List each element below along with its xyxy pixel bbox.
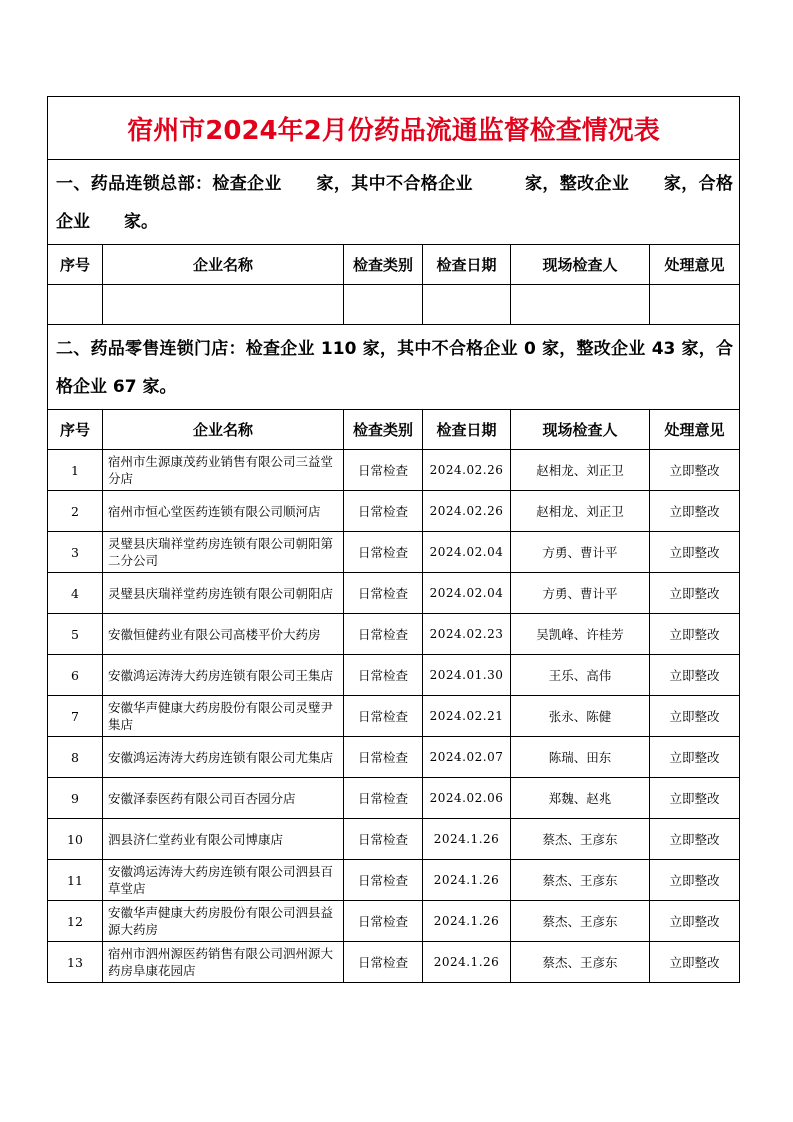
cell-inspector: 郑魏、赵兆 (511, 778, 650, 819)
table-row (48, 696, 740, 737)
cell-name: 安徽华声健康大药房股份有限公司泗县益源大药房 (103, 901, 344, 942)
cell-type: 日常检查 (344, 901, 423, 942)
cell-inspector: 方勇、曹计平 (511, 532, 650, 573)
cell-date: 2024.02.06 (423, 778, 511, 819)
table-row (48, 819, 740, 860)
cell-name: 宿州市泗州源医药销售有限公司泗州源大药房阜康花园店 (103, 942, 344, 983)
cell-name: 灵璧县庆瑞祥堂药房连锁有限公司朝阳第二分公司 (103, 532, 344, 573)
cell-name: 安徽恒健药业有限公司高楼平价大药房 (103, 614, 344, 655)
cell-opinion: 立即整改 (650, 696, 740, 737)
table-header-row (48, 245, 740, 285)
empty-cell (511, 285, 650, 325)
cell-inspector: 蔡杰、王彦东 (511, 860, 650, 901)
cell-opinion: 立即整改 (650, 819, 740, 860)
cell-date: 2024.02.04 (423, 532, 511, 573)
table-row (48, 532, 740, 573)
header-inspector: 现场检查人 (511, 410, 650, 450)
header-name: 企业名称 (103, 245, 344, 285)
cell-seq: 7 (48, 696, 103, 737)
cell-type: 日常检查 (344, 860, 423, 901)
cell-name: 安徽鸿运涛涛大药房连锁有限公司王集店 (103, 655, 344, 696)
section-retail-chain-summary: 二、药品零售连锁门店：检查企业 110 家，其中不合格企业 0 家，整改企业 43 家，合格企业 67 家。 (48, 325, 740, 410)
section-chain-headquarters-summary: 一、药品连锁总部：检查企业 家，其中不合格企业 家，整改企业 家，合格企业 家。 (48, 160, 740, 245)
cell-type: 日常检查 (344, 696, 423, 737)
cell-seq: 2 (48, 491, 103, 532)
table-row (48, 573, 740, 614)
table-row (48, 737, 740, 778)
cell-opinion: 立即整改 (650, 655, 740, 696)
cell-type: 日常检查 (344, 450, 423, 491)
header-date: 检查日期 (423, 245, 511, 285)
cell-opinion: 立即整改 (650, 942, 740, 983)
header-opinion: 处理意见 (650, 245, 740, 285)
cell-date: 2024.1.26 (423, 942, 511, 983)
cell-name: 宿州市生源康茂药业销售有限公司三益堂分店 (103, 450, 344, 491)
document-page (47, 96, 739, 983)
cell-seq: 3 (48, 532, 103, 573)
cell-seq: 11 (48, 860, 103, 901)
cell-date: 2024.1.26 (423, 901, 511, 942)
header-seq: 序号 (48, 410, 103, 450)
cell-seq: 13 (48, 942, 103, 983)
cell-opinion: 立即整改 (650, 778, 740, 819)
cell-date: 2024.1.26 (423, 819, 511, 860)
empty-cell (423, 285, 511, 325)
empty-cell (48, 285, 103, 325)
header-name: 企业名称 (103, 410, 344, 450)
inspection-table (47, 96, 740, 983)
table-row (48, 450, 740, 491)
header-date: 检查日期 (423, 410, 511, 450)
cell-name: 安徽华声健康大药房股份有限公司灵璧尹集店 (103, 696, 344, 737)
cell-date: 2024.02.21 (423, 696, 511, 737)
cell-opinion: 立即整改 (650, 901, 740, 942)
cell-date: 2024.02.26 (423, 491, 511, 532)
cell-name: 灵璧县庆瑞祥堂药房连锁有限公司朝阳店 (103, 573, 344, 614)
table-row (48, 491, 740, 532)
table-row (48, 778, 740, 819)
cell-inspector: 蔡杰、王彦东 (511, 942, 650, 983)
table-row (48, 942, 740, 983)
cell-name: 泗县济仁堂药业有限公司博康店 (103, 819, 344, 860)
cell-name: 宿州市恒心堂医药连锁有限公司顺河店 (103, 491, 344, 532)
cell-inspector: 赵相龙、刘正卫 (511, 450, 650, 491)
cell-name: 安徽鸿运涛涛大药房连锁有限公司泗县百草堂店 (103, 860, 344, 901)
cell-type: 日常检查 (344, 778, 423, 819)
cell-opinion: 立即整改 (650, 450, 740, 491)
cell-inspector: 蔡杰、王彦东 (511, 819, 650, 860)
cell-date: 2024.02.23 (423, 614, 511, 655)
cell-type: 日常检查 (344, 532, 423, 573)
header-type: 检查类别 (344, 245, 423, 285)
header-type: 检查类别 (344, 410, 423, 450)
cell-type: 日常检查 (344, 942, 423, 983)
header-seq: 序号 (48, 245, 103, 285)
empty-row (48, 285, 740, 325)
cell-opinion: 立即整改 (650, 860, 740, 901)
cell-inspector: 赵相龙、刘正卫 (511, 491, 650, 532)
cell-date: 2024.02.07 (423, 737, 511, 778)
cell-date: 2024.02.26 (423, 450, 511, 491)
cell-inspector: 吴凯峰、许桂芳 (511, 614, 650, 655)
table-row (48, 901, 740, 942)
cell-inspector: 方勇、曹计平 (511, 573, 650, 614)
cell-seq: 1 (48, 450, 103, 491)
cell-date: 2024.1.26 (423, 860, 511, 901)
cell-type: 日常检查 (344, 491, 423, 532)
cell-date: 2024.01.30 (423, 655, 511, 696)
cell-seq: 6 (48, 655, 103, 696)
cell-inspector: 陈瑞、田东 (511, 737, 650, 778)
cell-opinion: 立即整改 (650, 573, 740, 614)
cell-opinion: 立即整改 (650, 491, 740, 532)
header-opinion: 处理意见 (650, 410, 740, 450)
cell-type: 日常检查 (344, 737, 423, 778)
cell-inspector: 王乐、高伟 (511, 655, 650, 696)
cell-name: 安徽泽泰医药有限公司百杏园分店 (103, 778, 344, 819)
cell-seq: 4 (48, 573, 103, 614)
cell-inspector: 张永、陈健 (511, 696, 650, 737)
cell-seq: 5 (48, 614, 103, 655)
cell-name: 安徽鸿运涛涛大药房连锁有限公司尤集店 (103, 737, 344, 778)
cell-opinion: 立即整改 (650, 532, 740, 573)
cell-date: 2024.02.04 (423, 573, 511, 614)
cell-seq: 10 (48, 819, 103, 860)
cell-seq: 9 (48, 778, 103, 819)
empty-cell (650, 285, 740, 325)
cell-type: 日常检查 (344, 819, 423, 860)
cell-opinion: 立即整改 (650, 737, 740, 778)
cell-type: 日常检查 (344, 655, 423, 696)
page-title: 宿州市2024年2月份药品流通监督检查情况表 (48, 97, 740, 160)
table-row (48, 860, 740, 901)
cell-seq: 8 (48, 737, 103, 778)
cell-type: 日常检查 (344, 614, 423, 655)
empty-cell (103, 285, 344, 325)
table-row (48, 655, 740, 696)
table-header-row (48, 410, 740, 450)
cell-inspector: 蔡杰、王彦东 (511, 901, 650, 942)
cell-type: 日常检查 (344, 573, 423, 614)
cell-opinion: 立即整改 (650, 614, 740, 655)
header-inspector: 现场检查人 (511, 245, 650, 285)
cell-seq: 12 (48, 901, 103, 942)
empty-cell (344, 285, 423, 325)
table-row (48, 614, 740, 655)
